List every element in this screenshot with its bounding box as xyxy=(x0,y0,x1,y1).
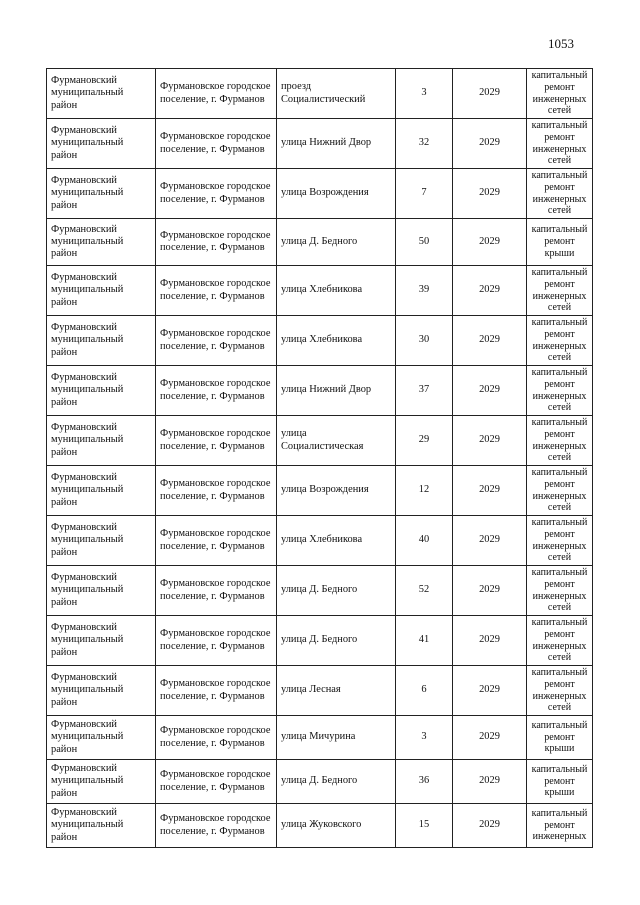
district-cell: Фурмановский муниципальный район xyxy=(47,119,156,169)
district-cell: Фурмановский муниципальный район xyxy=(47,266,156,316)
work-type-cell: капитальный ремонт крыши xyxy=(527,760,593,804)
district-cell: Фурмановский муниципальный район xyxy=(47,466,156,516)
work-type-cell: капитальный ремонт инженерных сетей xyxy=(527,666,593,716)
year-cell: 2029 xyxy=(453,366,527,416)
year-cell: 2029 xyxy=(453,119,527,169)
table-row xyxy=(47,466,593,516)
settlement-cell: Фурмановское городское поселение, г. Фурманов xyxy=(156,316,277,366)
table-row xyxy=(47,760,593,804)
work-type-cell: капитальный ремонт инженерных xyxy=(527,804,593,848)
district-cell: Фурмановский муниципальный район xyxy=(47,169,156,219)
work-type-cell: капитальный ремонт инженерных сетей xyxy=(527,69,593,119)
work-type-cell: капитальный ремонт инженерных сетей xyxy=(527,366,593,416)
house-number-cell: 30 xyxy=(396,316,453,366)
street-cell: улица Хлебникова xyxy=(277,516,396,566)
year-cell: 2029 xyxy=(453,219,527,266)
house-number-cell: 52 xyxy=(396,566,453,616)
table-row xyxy=(47,804,593,848)
district-cell: Фурмановский муниципальный район xyxy=(47,616,156,666)
district-cell: Фурмановский муниципальный район xyxy=(47,566,156,616)
work-type-cell: капитальный ремонт крыши xyxy=(527,716,593,760)
work-type-cell: капитальный ремонт инженерных сетей xyxy=(527,616,593,666)
street-cell: улица Мичурина xyxy=(277,716,396,760)
settlement-cell: Фурмановское городское поселение, г. Фурманов xyxy=(156,69,277,119)
work-type-cell: капитальный ремонт инженерных сетей xyxy=(527,466,593,516)
settlement-cell: Фурмановское городское поселение, г. Фурманов xyxy=(156,366,277,416)
street-cell: улица Хлебникова xyxy=(277,316,396,366)
house-number-cell: 36 xyxy=(396,760,453,804)
table-row xyxy=(47,266,593,316)
year-cell: 2029 xyxy=(453,616,527,666)
house-number-cell: 40 xyxy=(396,516,453,566)
house-number-cell: 41 xyxy=(396,616,453,666)
street-cell: улица Нижний Двор xyxy=(277,119,396,169)
house-number-cell: 15 xyxy=(396,804,453,848)
district-cell: Фурмановский муниципальный район xyxy=(47,760,156,804)
work-type-cell: капитальный ремонт инженерных сетей xyxy=(527,266,593,316)
page-number: 1053 xyxy=(548,36,574,51)
district-cell: Фурмановский муниципальный район xyxy=(47,366,156,416)
year-cell: 2029 xyxy=(453,666,527,716)
street-cell: проезд Социалистический xyxy=(277,69,396,119)
table-row xyxy=(47,616,593,666)
table-row xyxy=(47,366,593,416)
work-type-cell: капитальный ремонт инженерных сетей xyxy=(527,416,593,466)
settlement-cell: Фурмановское городское поселение, г. Фурманов xyxy=(156,760,277,804)
register-table xyxy=(46,68,593,848)
house-number-cell: 39 xyxy=(396,266,453,316)
settlement-cell: Фурмановское городское поселение, г. Фурманов xyxy=(156,666,277,716)
settlement-cell: Фурмановское городское поселение, г. Фурманов xyxy=(156,566,277,616)
work-type-cell: капитальный ремонт крыши xyxy=(527,219,593,266)
settlement-cell: Фурмановское городское поселение, г. Фурманов xyxy=(156,804,277,848)
year-cell: 2029 xyxy=(453,69,527,119)
table-row xyxy=(47,316,593,366)
table-row xyxy=(47,666,593,716)
table-row xyxy=(47,516,593,566)
district-cell: Фурмановский муниципальный район xyxy=(47,666,156,716)
table-row xyxy=(47,716,593,760)
settlement-cell: Фурмановское городское поселение, г. Фурманов xyxy=(156,516,277,566)
street-cell: улица Д. Бедного xyxy=(277,616,396,666)
settlement-cell: Фурмановское городское поселение, г. Фурманов xyxy=(156,119,277,169)
table-row xyxy=(47,119,593,169)
table-row xyxy=(47,416,593,466)
work-type-cell: капитальный ремонт инженерных сетей xyxy=(527,516,593,566)
settlement-cell: Фурмановское городское поселение, г. Фурманов xyxy=(156,716,277,760)
work-type-cell: капитальный ремонт инженерных сетей xyxy=(527,119,593,169)
street-cell: улица Нижний Двор xyxy=(277,366,396,416)
street-cell: улица Возрождения xyxy=(277,466,396,516)
house-number-cell: 3 xyxy=(396,716,453,760)
year-cell: 2029 xyxy=(453,416,527,466)
street-cell: улица Лесная xyxy=(277,666,396,716)
work-type-cell: капитальный ремонт инженерных сетей xyxy=(527,169,593,219)
district-cell: Фурмановский муниципальный район xyxy=(47,716,156,760)
year-cell: 2029 xyxy=(453,516,527,566)
district-cell: Фурмановский муниципальный район xyxy=(47,516,156,566)
street-cell: улица Д. Бедного xyxy=(277,566,396,616)
settlement-cell: Фурмановское городское поселение, г. Фурманов xyxy=(156,616,277,666)
year-cell: 2029 xyxy=(453,716,527,760)
street-cell: улица Возрождения xyxy=(277,169,396,219)
table-row xyxy=(47,169,593,219)
house-number-cell: 37 xyxy=(396,366,453,416)
table-row xyxy=(47,69,593,119)
district-cell: Фурмановский муниципальный район xyxy=(47,804,156,848)
street-cell: улица Социалистическая xyxy=(277,416,396,466)
district-cell: Фурмановский муниципальный район xyxy=(47,219,156,266)
house-number-cell: 6 xyxy=(396,666,453,716)
settlement-cell: Фурмановское городское поселение, г. Фурманов xyxy=(156,219,277,266)
house-number-cell: 3 xyxy=(396,69,453,119)
street-cell: улица Жуковского xyxy=(277,804,396,848)
table-row xyxy=(47,219,593,266)
house-number-cell: 29 xyxy=(396,416,453,466)
district-cell: Фурмановский муниципальный район xyxy=(47,316,156,366)
year-cell: 2029 xyxy=(453,566,527,616)
table-body xyxy=(47,69,593,848)
settlement-cell: Фурмановское городское поселение, г. Фурманов xyxy=(156,169,277,219)
table-row xyxy=(47,566,593,616)
house-number-cell: 32 xyxy=(396,119,453,169)
year-cell: 2029 xyxy=(453,466,527,516)
year-cell: 2029 xyxy=(453,804,527,848)
house-number-cell: 12 xyxy=(396,466,453,516)
settlement-cell: Фурмановское городское поселение, г. Фурманов xyxy=(156,416,277,466)
settlement-cell: Фурмановское городское поселение, г. Фурманов xyxy=(156,266,277,316)
work-type-cell: капитальный ремонт инженерных сетей xyxy=(527,566,593,616)
year-cell: 2029 xyxy=(453,760,527,804)
street-cell: улица Хлебникова xyxy=(277,266,396,316)
district-cell: Фурмановский муниципальный район xyxy=(47,416,156,466)
street-cell: улица Д. Бедного xyxy=(277,760,396,804)
house-number-cell: 50 xyxy=(396,219,453,266)
year-cell: 2029 xyxy=(453,316,527,366)
work-type-cell: капитальный ремонт инженерных сетей xyxy=(527,316,593,366)
year-cell: 2029 xyxy=(453,169,527,219)
year-cell: 2029 xyxy=(453,266,527,316)
street-cell: улица Д. Бедного xyxy=(277,219,396,266)
settlement-cell: Фурмановское городское поселение, г. Фурманов xyxy=(156,466,277,516)
district-cell: Фурмановский муниципальный район xyxy=(47,69,156,119)
house-number-cell: 7 xyxy=(396,169,453,219)
